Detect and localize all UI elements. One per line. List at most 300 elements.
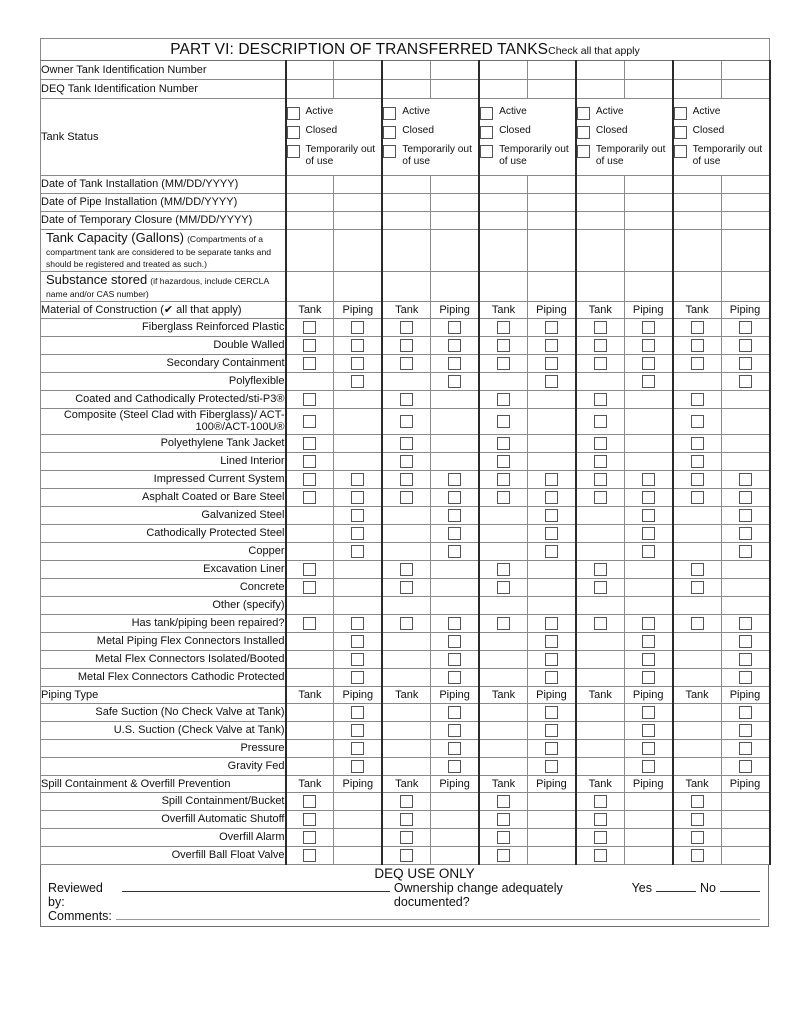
- checkbox-icon[interactable]: [545, 321, 558, 334]
- checkbox-icon[interactable]: [497, 393, 510, 406]
- checkbox-icon[interactable]: [739, 635, 752, 648]
- checkbox-icon[interactable]: [383, 107, 396, 120]
- info-row-input[interactable]: [527, 61, 575, 80]
- checkbox-cell[interactable]: [673, 470, 721, 488]
- checkbox-icon[interactable]: [545, 724, 558, 737]
- checkbox-icon[interactable]: [642, 635, 655, 648]
- checkbox-cell[interactable]: [382, 470, 430, 488]
- substance-input[interactable]: [286, 272, 334, 302]
- capacity-input[interactable]: [382, 230, 430, 272]
- capacity-input[interactable]: [721, 230, 770, 272]
- checkbox-cell[interactable]: [673, 828, 721, 846]
- checkbox-icon[interactable]: [691, 339, 704, 352]
- checkbox-icon[interactable]: [480, 145, 493, 158]
- checkbox-icon[interactable]: [351, 375, 364, 388]
- info-row-input[interactable]: [382, 80, 430, 99]
- checkbox-cell[interactable]: [382, 434, 430, 452]
- checkbox-icon[interactable]: [739, 760, 752, 773]
- date-row-input[interactable]: [479, 176, 527, 194]
- info-row-input[interactable]: [721, 61, 770, 80]
- checkbox-icon[interactable]: [497, 849, 510, 862]
- checkbox-icon[interactable]: [642, 671, 655, 684]
- checkbox-icon[interactable]: [303, 437, 316, 450]
- checkbox-cell[interactable]: [624, 542, 672, 560]
- checkbox-cell[interactable]: [624, 721, 672, 739]
- date-row-input[interactable]: [479, 212, 527, 230]
- checkbox-icon[interactable]: [497, 795, 510, 808]
- checkbox-icon[interactable]: [642, 706, 655, 719]
- checkbox-cell[interactable]: [576, 614, 624, 632]
- checkbox-icon[interactable]: [691, 455, 704, 468]
- checkbox-cell[interactable]: [527, 524, 575, 542]
- checkbox-icon[interactable]: [545, 509, 558, 522]
- checkbox-icon[interactable]: [594, 357, 607, 370]
- checkbox-cell[interactable]: [721, 355, 770, 373]
- checkbox-icon[interactable]: [642, 760, 655, 773]
- date-row-input[interactable]: [334, 176, 382, 194]
- date-row-input[interactable]: [576, 212, 624, 230]
- checkbox-cell[interactable]: [382, 409, 430, 435]
- checkbox-icon[interactable]: [351, 617, 364, 630]
- checkbox-icon[interactable]: [642, 491, 655, 504]
- checkbox-icon[interactable]: [594, 393, 607, 406]
- checkbox-cell[interactable]: [624, 757, 672, 775]
- date-row-input[interactable]: [431, 194, 479, 212]
- checkbox-icon[interactable]: [594, 455, 607, 468]
- checkbox-cell[interactable]: [721, 337, 770, 355]
- checkbox-icon[interactable]: [739, 545, 752, 558]
- checkbox-icon[interactable]: [739, 653, 752, 666]
- checkbox-cell[interactable]: [527, 319, 575, 337]
- checkbox-cell[interactable]: [673, 810, 721, 828]
- checkbox-icon[interactable]: [400, 437, 413, 450]
- checkbox-icon[interactable]: [577, 145, 590, 158]
- checkbox-cell[interactable]: [334, 632, 382, 650]
- checkbox-icon[interactable]: [497, 581, 510, 594]
- checkbox-cell[interactable]: [334, 524, 382, 542]
- checkbox-cell[interactable]: [624, 355, 672, 373]
- date-row-input[interactable]: [673, 176, 721, 194]
- checkbox-icon[interactable]: [545, 473, 558, 486]
- checkbox-cell[interactable]: [527, 488, 575, 506]
- date-row-input[interactable]: [334, 194, 382, 212]
- info-row-input[interactable]: [286, 61, 334, 80]
- checkbox-icon[interactable]: [287, 126, 300, 139]
- checkbox-icon[interactable]: [497, 321, 510, 334]
- checkbox-icon[interactable]: [448, 617, 461, 630]
- checkbox-cell[interactable]: [382, 846, 430, 864]
- no-blank[interactable]: [720, 891, 760, 892]
- checkbox-icon[interactable]: [448, 635, 461, 648]
- checkbox-cell[interactable]: [673, 846, 721, 864]
- checkbox-cell[interactable]: [479, 319, 527, 337]
- checkbox-cell[interactable]: [721, 703, 770, 721]
- substance-input[interactable]: [673, 272, 721, 302]
- checkbox-icon[interactable]: [303, 813, 316, 826]
- checkbox-icon[interactable]: [691, 831, 704, 844]
- checkbox-cell[interactable]: [576, 319, 624, 337]
- checkbox-icon[interactable]: [739, 339, 752, 352]
- checkbox-icon[interactable]: [400, 357, 413, 370]
- date-row-input[interactable]: [527, 212, 575, 230]
- checkbox-icon[interactable]: [545, 706, 558, 719]
- checkbox-icon[interactable]: [594, 321, 607, 334]
- substance-input[interactable]: [382, 272, 430, 302]
- tank-status-option[interactable]: [577, 144, 672, 167]
- checkbox-cell[interactable]: [431, 337, 479, 355]
- checkbox-icon[interactable]: [497, 563, 510, 576]
- tank-status-option[interactable]: [287, 125, 382, 139]
- checkbox-icon[interactable]: [674, 145, 687, 158]
- checkbox-cell[interactable]: [527, 703, 575, 721]
- checkbox-icon[interactable]: [545, 653, 558, 666]
- checkbox-cell[interactable]: [286, 828, 334, 846]
- date-row-input[interactable]: [624, 212, 672, 230]
- checkbox-icon[interactable]: [351, 527, 364, 540]
- checkbox-icon[interactable]: [545, 545, 558, 558]
- date-row-input[interactable]: [431, 176, 479, 194]
- checkbox-cell[interactable]: [527, 757, 575, 775]
- checkbox-cell[interactable]: [286, 810, 334, 828]
- checkbox-icon[interactable]: [303, 491, 316, 504]
- checkbox-icon[interactable]: [674, 107, 687, 120]
- date-row-input[interactable]: [673, 194, 721, 212]
- checkbox-cell[interactable]: [721, 488, 770, 506]
- checkbox-cell[interactable]: [721, 373, 770, 391]
- capacity-input[interactable]: [334, 230, 382, 272]
- info-row-input[interactable]: [527, 80, 575, 99]
- tank-status-option[interactable]: [480, 144, 575, 167]
- checkbox-cell[interactable]: [624, 739, 672, 757]
- checkbox-cell[interactable]: [624, 506, 672, 524]
- checkbox-cell[interactable]: [334, 470, 382, 488]
- checkbox-icon[interactable]: [448, 724, 461, 737]
- date-row-input[interactable]: [527, 194, 575, 212]
- checkbox-icon[interactable]: [739, 321, 752, 334]
- checkbox-cell[interactable]: [334, 506, 382, 524]
- checkbox-icon[interactable]: [497, 357, 510, 370]
- date-row-input[interactable]: [624, 194, 672, 212]
- checkbox-icon[interactable]: [287, 145, 300, 158]
- checkbox-cell[interactable]: [576, 409, 624, 435]
- checkbox-icon[interactable]: [448, 545, 461, 558]
- checkbox-cell[interactable]: [382, 452, 430, 470]
- checkbox-icon[interactable]: [303, 455, 316, 468]
- tank-status-option[interactable]: [674, 106, 769, 120]
- checkbox-icon[interactable]: [448, 671, 461, 684]
- checkbox-icon[interactable]: [448, 473, 461, 486]
- checkbox-cell[interactable]: [527, 470, 575, 488]
- checkbox-icon[interactable]: [400, 813, 413, 826]
- info-row-input[interactable]: [479, 61, 527, 80]
- checkbox-icon[interactable]: [691, 563, 704, 576]
- checkbox-icon[interactable]: [739, 527, 752, 540]
- checkbox-cell[interactable]: [479, 810, 527, 828]
- checkbox-icon[interactable]: [351, 706, 364, 719]
- checkbox-icon[interactable]: [497, 473, 510, 486]
- checkbox-cell[interactable]: [673, 391, 721, 409]
- checkbox-icon[interactable]: [448, 321, 461, 334]
- date-row-input[interactable]: [721, 212, 770, 230]
- checkbox-cell[interactable]: [479, 846, 527, 864]
- checkbox-cell[interactable]: [286, 319, 334, 337]
- checkbox-icon[interactable]: [351, 671, 364, 684]
- checkbox-icon[interactable]: [400, 393, 413, 406]
- checkbox-icon[interactable]: [691, 321, 704, 334]
- info-row-input[interactable]: [721, 80, 770, 99]
- checkbox-icon[interactable]: [594, 491, 607, 504]
- checkbox-cell[interactable]: [721, 470, 770, 488]
- checkbox-cell[interactable]: [431, 650, 479, 668]
- checkbox-icon[interactable]: [400, 473, 413, 486]
- checkbox-icon[interactable]: [739, 742, 752, 755]
- checkbox-icon[interactable]: [691, 437, 704, 450]
- checkbox-cell[interactable]: [286, 560, 334, 578]
- checkbox-cell[interactable]: [721, 506, 770, 524]
- checkbox-icon[interactable]: [594, 831, 607, 844]
- checkbox-icon[interactable]: [691, 849, 704, 862]
- checkbox-icon[interactable]: [545, 671, 558, 684]
- checkbox-cell[interactable]: [334, 757, 382, 775]
- checkbox-icon[interactable]: [545, 375, 558, 388]
- checkbox-cell[interactable]: [431, 739, 479, 757]
- checkbox-icon[interactable]: [545, 760, 558, 773]
- checkbox-cell[interactable]: [624, 703, 672, 721]
- checkbox-cell[interactable]: [624, 614, 672, 632]
- checkbox-cell[interactable]: [624, 337, 672, 355]
- checkbox-icon[interactable]: [303, 849, 316, 862]
- checkbox-cell[interactable]: [334, 337, 382, 355]
- comments-input[interactable]: [116, 919, 760, 920]
- checkbox-icon[interactable]: [400, 563, 413, 576]
- checkbox-icon[interactable]: [594, 563, 607, 576]
- yes-blank[interactable]: [656, 891, 696, 892]
- checkbox-cell[interactable]: [673, 319, 721, 337]
- checkbox-icon[interactable]: [303, 581, 316, 594]
- tank-status-option[interactable]: [480, 125, 575, 139]
- checkbox-cell[interactable]: [334, 488, 382, 506]
- checkbox-icon[interactable]: [351, 724, 364, 737]
- checkbox-cell[interactable]: [286, 846, 334, 864]
- tank-status-option[interactable]: [480, 106, 575, 120]
- checkbox-cell[interactable]: [576, 355, 624, 373]
- substance-input[interactable]: [431, 272, 479, 302]
- checkbox-icon[interactable]: [303, 321, 316, 334]
- checkbox-cell[interactable]: [721, 542, 770, 560]
- checkbox-cell[interactable]: [286, 337, 334, 355]
- checkbox-cell[interactable]: [576, 488, 624, 506]
- checkbox-cell[interactable]: [334, 355, 382, 373]
- checkbox-cell[interactable]: [479, 828, 527, 846]
- checkbox-cell[interactable]: [286, 578, 334, 596]
- checkbox-icon[interactable]: [545, 357, 558, 370]
- checkbox-cell[interactable]: [673, 614, 721, 632]
- checkbox-cell[interactable]: [576, 578, 624, 596]
- checkbox-icon[interactable]: [351, 357, 364, 370]
- reviewed-by-input[interactable]: [122, 891, 390, 892]
- checkbox-icon[interactable]: [400, 415, 413, 428]
- checkbox-icon[interactable]: [691, 795, 704, 808]
- checkbox-icon[interactable]: [739, 357, 752, 370]
- checkbox-cell[interactable]: [479, 337, 527, 355]
- checkbox-cell[interactable]: [431, 632, 479, 650]
- checkbox-icon[interactable]: [351, 509, 364, 522]
- date-row-input[interactable]: [382, 176, 430, 194]
- checkbox-icon[interactable]: [691, 617, 704, 630]
- checkbox-icon[interactable]: [351, 321, 364, 334]
- checkbox-icon[interactable]: [448, 375, 461, 388]
- capacity-input[interactable]: [673, 230, 721, 272]
- checkbox-icon[interactable]: [545, 491, 558, 504]
- checkbox-cell[interactable]: [721, 524, 770, 542]
- checkbox-icon[interactable]: [545, 339, 558, 352]
- checkbox-cell[interactable]: [721, 668, 770, 686]
- checkbox-icon[interactable]: [577, 107, 590, 120]
- checkbox-cell[interactable]: [382, 792, 430, 810]
- checkbox-cell[interactable]: [576, 792, 624, 810]
- tank-status-option[interactable]: [383, 144, 478, 167]
- checkbox-cell[interactable]: [673, 337, 721, 355]
- checkbox-icon[interactable]: [351, 545, 364, 558]
- checkbox-icon[interactable]: [594, 473, 607, 486]
- info-row-input[interactable]: [624, 61, 672, 80]
- checkbox-icon[interactable]: [497, 455, 510, 468]
- checkbox-icon[interactable]: [448, 742, 461, 755]
- checkbox-cell[interactable]: [286, 434, 334, 452]
- checkbox-cell[interactable]: [334, 668, 382, 686]
- checkbox-cell[interactable]: [479, 409, 527, 435]
- checkbox-icon[interactable]: [674, 126, 687, 139]
- checkbox-cell[interactable]: [382, 614, 430, 632]
- checkbox-cell[interactable]: [431, 319, 479, 337]
- checkbox-icon[interactable]: [351, 742, 364, 755]
- checkbox-icon[interactable]: [594, 795, 607, 808]
- checkbox-cell[interactable]: [286, 792, 334, 810]
- checkbox-cell[interactable]: [479, 560, 527, 578]
- checkbox-cell[interactable]: [624, 373, 672, 391]
- checkbox-icon[interactable]: [448, 491, 461, 504]
- checkbox-icon[interactable]: [691, 393, 704, 406]
- checkbox-icon[interactable]: [448, 706, 461, 719]
- checkbox-icon[interactable]: [691, 581, 704, 594]
- checkbox-icon[interactable]: [642, 509, 655, 522]
- checkbox-cell[interactable]: [721, 757, 770, 775]
- checkbox-cell[interactable]: [527, 739, 575, 757]
- date-row-input[interactable]: [431, 212, 479, 230]
- info-row-input[interactable]: [576, 61, 624, 80]
- checkbox-cell[interactable]: [382, 337, 430, 355]
- tank-status-option[interactable]: [383, 125, 478, 139]
- checkbox-cell[interactable]: [479, 578, 527, 596]
- checkbox-cell[interactable]: [286, 355, 334, 373]
- checkbox-icon[interactable]: [642, 545, 655, 558]
- checkbox-icon[interactable]: [303, 617, 316, 630]
- checkbox-cell[interactable]: [527, 650, 575, 668]
- checkbox-cell[interactable]: [624, 668, 672, 686]
- checkbox-icon[interactable]: [545, 617, 558, 630]
- capacity-input[interactable]: [286, 230, 334, 272]
- checkbox-cell[interactable]: [527, 337, 575, 355]
- substance-input[interactable]: [624, 272, 672, 302]
- checkbox-cell[interactable]: [334, 319, 382, 337]
- checkbox-icon[interactable]: [400, 795, 413, 808]
- date-row-input[interactable]: [721, 194, 770, 212]
- info-row-input[interactable]: [431, 80, 479, 99]
- tank-status-option[interactable]: [674, 125, 769, 139]
- checkbox-icon[interactable]: [480, 107, 493, 120]
- checkbox-icon[interactable]: [545, 527, 558, 540]
- checkbox-icon[interactable]: [642, 653, 655, 666]
- checkbox-icon[interactable]: [739, 375, 752, 388]
- checkbox-icon[interactable]: [594, 581, 607, 594]
- checkbox-icon[interactable]: [448, 357, 461, 370]
- checkbox-cell[interactable]: [673, 578, 721, 596]
- checkbox-cell[interactable]: [431, 488, 479, 506]
- checkbox-cell[interactable]: [624, 650, 672, 668]
- checkbox-cell[interactable]: [334, 721, 382, 739]
- checkbox-icon[interactable]: [545, 635, 558, 648]
- checkbox-icon[interactable]: [594, 617, 607, 630]
- checkbox-icon[interactable]: [497, 617, 510, 630]
- checkbox-icon[interactable]: [739, 724, 752, 737]
- checkbox-cell[interactable]: [576, 560, 624, 578]
- checkbox-cell[interactable]: [624, 470, 672, 488]
- info-row-input[interactable]: [673, 80, 721, 99]
- checkbox-cell[interactable]: [431, 355, 479, 373]
- checkbox-icon[interactable]: [594, 339, 607, 352]
- checkbox-icon[interactable]: [642, 321, 655, 334]
- checkbox-cell[interactable]: [624, 632, 672, 650]
- checkbox-cell[interactable]: [721, 614, 770, 632]
- checkbox-icon[interactable]: [303, 831, 316, 844]
- checkbox-cell[interactable]: [382, 810, 430, 828]
- checkbox-cell[interactable]: [286, 409, 334, 435]
- checkbox-icon[interactable]: [739, 671, 752, 684]
- checkbox-icon[interactable]: [691, 491, 704, 504]
- checkbox-icon[interactable]: [497, 831, 510, 844]
- checkbox-cell[interactable]: [286, 470, 334, 488]
- checkbox-icon[interactable]: [739, 706, 752, 719]
- checkbox-cell[interactable]: [576, 846, 624, 864]
- checkbox-cell[interactable]: [286, 391, 334, 409]
- checkbox-cell[interactable]: [382, 391, 430, 409]
- checkbox-cell[interactable]: [721, 632, 770, 650]
- checkbox-icon[interactable]: [303, 473, 316, 486]
- checkbox-cell[interactable]: [576, 434, 624, 452]
- checkbox-cell[interactable]: [286, 614, 334, 632]
- checkbox-cell[interactable]: [431, 506, 479, 524]
- checkbox-icon[interactable]: [400, 321, 413, 334]
- checkbox-cell[interactable]: [431, 542, 479, 560]
- checkbox-icon[interactable]: [691, 357, 704, 370]
- checkbox-icon[interactable]: [691, 473, 704, 486]
- checkbox-icon[interactable]: [642, 724, 655, 737]
- substance-input[interactable]: [334, 272, 382, 302]
- checkbox-cell[interactable]: [576, 452, 624, 470]
- checkbox-cell[interactable]: [479, 488, 527, 506]
- date-row-input[interactable]: [576, 176, 624, 194]
- substance-input[interactable]: [479, 272, 527, 302]
- checkbox-cell[interactable]: [334, 373, 382, 391]
- capacity-input[interactable]: [431, 230, 479, 272]
- date-row-input[interactable]: [382, 194, 430, 212]
- checkbox-icon[interactable]: [400, 831, 413, 844]
- checkbox-icon[interactable]: [351, 473, 364, 486]
- checkbox-cell[interactable]: [721, 739, 770, 757]
- checkbox-cell[interactable]: [334, 703, 382, 721]
- date-row-input[interactable]: [286, 176, 334, 194]
- checkbox-cell[interactable]: [673, 452, 721, 470]
